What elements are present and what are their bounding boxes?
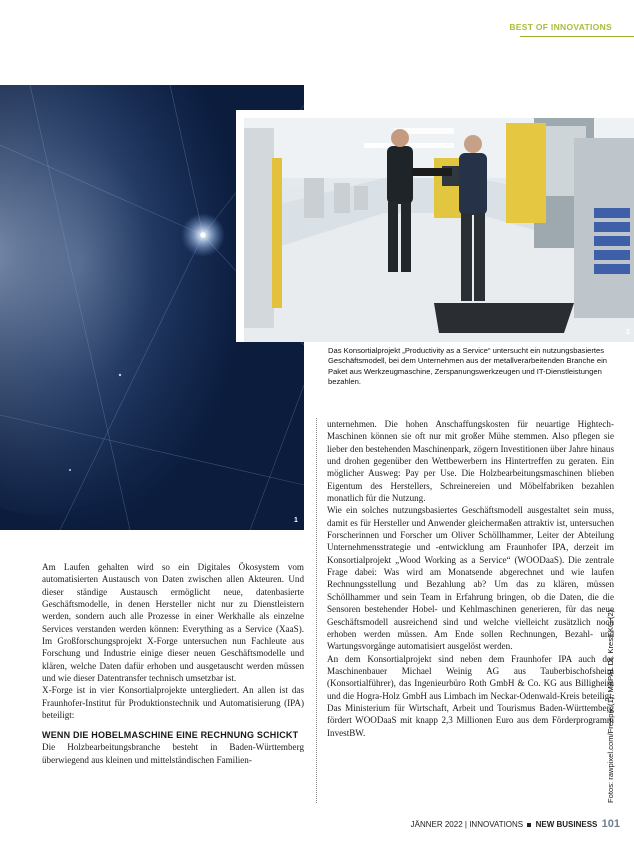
section-name: INNOVATIONS xyxy=(469,820,524,829)
photo-credit: Fotos: rawpixel.com/Freepik (1), MAPAL Dr. Kress KG (2) xyxy=(606,609,615,803)
article-column-left xyxy=(42,561,304,766)
image-number-1: 1 xyxy=(294,517,298,524)
paragraph: X-Forge ist in vier Konsortialprojekte untergliedert. An allen ist das Fraunhofer-Institut für Produktionstechnik und Automatisierung (IPA) beteiligt: xyxy=(42,685,304,721)
factory-photo xyxy=(236,110,634,342)
page-footer: JÄNNER 2022 | INNOVATIONS NEW BUSINESS 101 xyxy=(410,818,620,830)
photo-caption: Das Konsortialprojekt „Productivity as a Service“ untersucht ein nutzungsbasiertes Geschäftsmodell, bei dem Unternehmen aus der metallverarbeitenden Branche ein Paket aus Werkzeugmaschine, Zerspanungswerkzeugen und IT-Dienstleistungen bezahlen. xyxy=(328,346,608,386)
magazine-name: NEW BUSINESS xyxy=(535,820,598,829)
factory-scene xyxy=(244,118,634,342)
issue-date: JÄNNER 2022 xyxy=(410,820,463,829)
paragraph: Die Holzbearbeitungsbranche besteht in Baden-Württemberg überwiegend aus kleinen und mittelständischen Familien- xyxy=(42,742,304,765)
section-heading: WENN DIE HOBELMASCHINE EINE RECHNUNG SCHICKT xyxy=(42,730,299,741)
paragraph: Am Laufen gehalten wird so ein Digitales Ökosystem vom automatisierten Austausch von Daten zwischen allen Akteuren. Und dieser ständige Austausch ermöglicht neue, datenbasierte Geschäftsmodelle, in denen Hersteller nicht nur zu Dienstleistern werden, sondern auch alle Prozesse in einer Werkhalle als einzelne Services verstanden werden können: Everything as a Service (XaaS). Im Großforschungsprojekt X-Forge untersuchen nun Fachleute aus Forschung und Industrie einige dieser neuen Geschäftsmodelle und klären, welche Daten dafür erhoben und ausgetauscht werden müssen und wie dieser Datentransfer technisch umsetzbar ist. xyxy=(42,562,304,684)
section-kicker: BEST OF INNOVATIONS xyxy=(509,22,612,32)
paragraph: unternehmen. Die hohen Anschaffungskosten für neuartige Hightech-Maschinen können sie oft nur mit großer Mühe stemmen. Also pflegen sie lieber den bestehenden Maschinenpark, zögern Investitionen über Jahre hinaus und drohen gegenüber den Wettbewerbern ins Hintertreffen zu geraten. Ein möglicher Ausweg: Pay per Use. Die Holzbearbeitungsmaschinen blieben Eigentum des Herstellers, Schreinereien und Möbelfabriken bezahlen monatlich für die Nutzung. xyxy=(327,419,614,504)
separator-square xyxy=(527,823,531,827)
article-column-right xyxy=(327,418,614,739)
paragraph: Wie ein solches nutzungsbasiertes Geschäftsmodell ausgestaltet sein muss, damit es für Hersteller und Anwender gleichermaßen attraktiv ist, untersuchen Forscherinnen und Forscher um Oliver Schöllhammer, Leiter der Abteilung Unternehmensstrategie und -entwicklung am Fraunhofer IPA, derzeit im Konsortialprojekt „Wood Working as a Service“ (WOODaaS). Die zentrale Frage dabei: Was wird am Monatsende abgerechnet und wie laufen Rechnungsstellung und Bezahlung ab? Um das zu klären, müssen Schöllhammer und sein Team in Erfahrung bringen, ob die Daten, die die Sensoren bestehender Hobel- und Kehlmaschinen generieren, für das neue Geschäftsmodell ausreichend sind und welche vielleicht zusätzlich noch erhoben werden müssen. Am Ende sollen Rechnungen, Bezahl- und Wartungsvorgänge automatisiert ausgelöst werden. xyxy=(327,505,614,652)
page-number: 101 xyxy=(601,818,620,830)
image-number-2: 2 xyxy=(626,329,630,336)
paragraph: An dem Konsortialprojekt sind neben dem Fraunhofer IPA auch der Maschinenbauer Michael Weinig AG aus Tauberbischofsheim (Konsortialführer), das Ingenieurbüro Roth GmbH & Co. KG aus Billigheim und die Hogra-Holz GmbH aus Limbach im Neckar-Odenwald-Kreis beteiligt. Das Ministerium für Wirtschaft, Arbeit und Tourismus Baden-Württemberg fördert WOODaaS mit knapp 2,3 Millionen Euro aus dem Förderprogramm InvestBW. xyxy=(327,653,614,738)
column-divider xyxy=(316,418,317,803)
kicker-rule xyxy=(520,36,634,37)
